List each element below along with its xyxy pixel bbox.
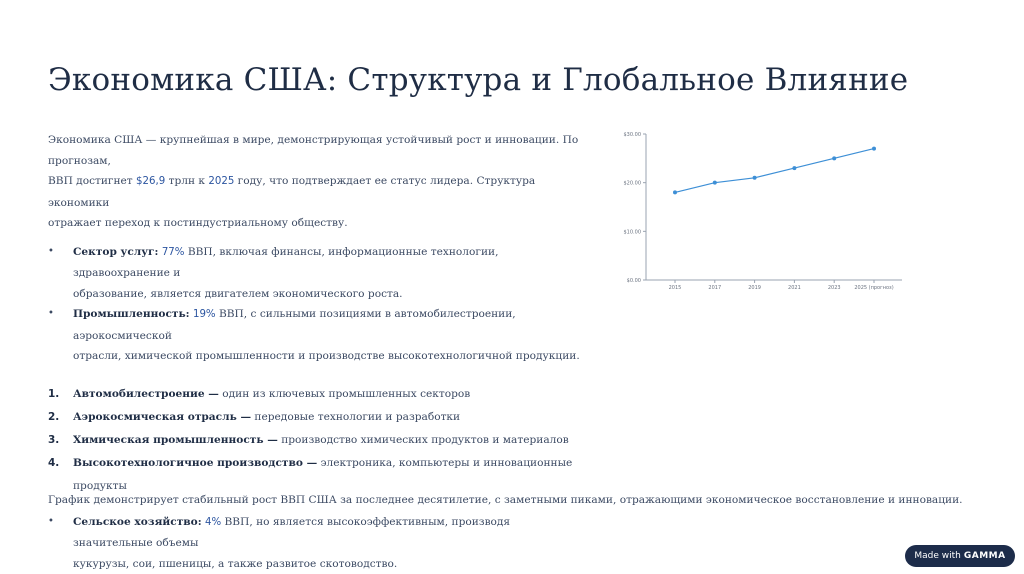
numbered-item-3 <box>48 429 588 452</box>
y-tick-label: $30.00 <box>623 132 641 138</box>
x-tick-label: 2017 <box>708 285 722 291</box>
item-number: 1. <box>48 387 60 400</box>
page-title: Экономика США: Структура и Глобальное Влияние <box>48 62 909 98</box>
bullet-text-line2: образование, является двигателем экономического роста. <box>73 287 403 300</box>
made-with-gamma-badge[interactable] <box>905 545 1015 567</box>
bullet-dot: • <box>48 515 54 527</box>
x-tick-label: 2023 <box>827 285 841 291</box>
numbered-item-1 <box>48 383 588 406</box>
bullet-text-line2: отрасли, химической промышленности и производстве высокотехнологичной продукции. <box>73 350 580 362</box>
main-content <box>48 130 588 574</box>
data-point <box>872 147 876 151</box>
bullet-agriculture <box>48 512 588 574</box>
series-line <box>675 149 874 193</box>
gdp-line-chart <box>612 126 912 292</box>
intro-text: году, что подтверждает ее статус лидера. Структура экономики <box>48 175 536 209</box>
x-tick-label: 2025 (прогноз) <box>854 285 894 291</box>
gdp-value: $26,9 <box>136 176 166 187</box>
intro-text: ВВП достигнет <box>48 175 137 187</box>
bullet-value: 4% <box>204 516 222 528</box>
item-label: Химическая промышленность — <box>73 433 278 446</box>
gamma-logo: GAMMA <box>963 551 1006 561</box>
bullet-text: ВВП, но является высокоэффективным, производя значительные объемы <box>73 515 511 549</box>
bullet-text: ВВП, включая финансы, информационные технологии, здравоохранение и <box>73 245 499 279</box>
data-point <box>673 190 677 194</box>
bullet-text: ВВП, с сильными позициями в автомобилестроении, аэрокосмической <box>73 308 516 342</box>
x-tick-label: 2015 <box>668 285 682 291</box>
intro-line-3: отражает переход к постиндустриальному обществу. <box>48 217 348 229</box>
item-label: Высокотехнологичное производство — <box>73 456 318 469</box>
bullet-dot: • <box>48 245 54 257</box>
x-tick-label: 2019 <box>748 285 761 291</box>
data-point <box>792 166 796 170</box>
bullet-label: Сельское хозяйство: <box>73 515 202 528</box>
item-number: 3. <box>48 433 60 446</box>
bullet-dot: • <box>48 308 54 319</box>
data-point <box>713 181 717 185</box>
year-value: 2025 <box>208 176 235 187</box>
chart-svg <box>612 126 912 292</box>
y-tick-label: $10.00 <box>623 229 641 236</box>
bullet-label: Промышленность: <box>73 308 190 320</box>
intro-text: трлн к <box>165 175 209 187</box>
data-point <box>832 156 836 160</box>
item-text: производство химических продуктов и материалов <box>277 433 569 446</box>
footer-caption: График демонстрирует стабильный рост ВВП США за последнее десятилетие, с заметными пиками, отражающими экономическое восстановление и инновации. <box>48 494 963 506</box>
bullet-value: 19% <box>192 309 216 320</box>
y-tick-label: $0.00 <box>626 278 641 284</box>
intro-paragraph <box>48 130 588 234</box>
badge-prefix: Made with <box>914 551 961 561</box>
y-tick-label: $20.00 <box>623 180 641 187</box>
intro-line-1: Экономика США — крупнейшая в мире, демонстрирующая устойчивый рост и инновации. По прогнозам, <box>48 134 579 167</box>
x-tick-label: 2021 <box>788 285 801 291</box>
bullet-value: 77% <box>161 246 185 258</box>
bullet-services <box>48 242 588 305</box>
item-label: Аэрокосмическая отрасль — <box>73 410 252 423</box>
item-text: один из ключевых промышленных секторов <box>218 387 471 400</box>
bullet-text-line2: кукурузы, сои, пшеницы, а также развитое скотоводство. <box>73 557 398 570</box>
item-number: 4. <box>48 456 60 469</box>
item-label: Автомобилестроение — <box>73 387 219 400</box>
item-number: 2. <box>48 410 60 423</box>
bullet-label: Сектор услуг: <box>73 245 159 258</box>
numbered-item-2 <box>48 406 588 429</box>
bullet-industry <box>48 304 588 367</box>
data-point <box>753 176 757 180</box>
item-text: передовые технологии и разработки <box>251 410 461 423</box>
item-text: электроника, компьютеры и инновационные продукты <box>73 456 573 492</box>
numbered-item-4 <box>48 452 588 498</box>
